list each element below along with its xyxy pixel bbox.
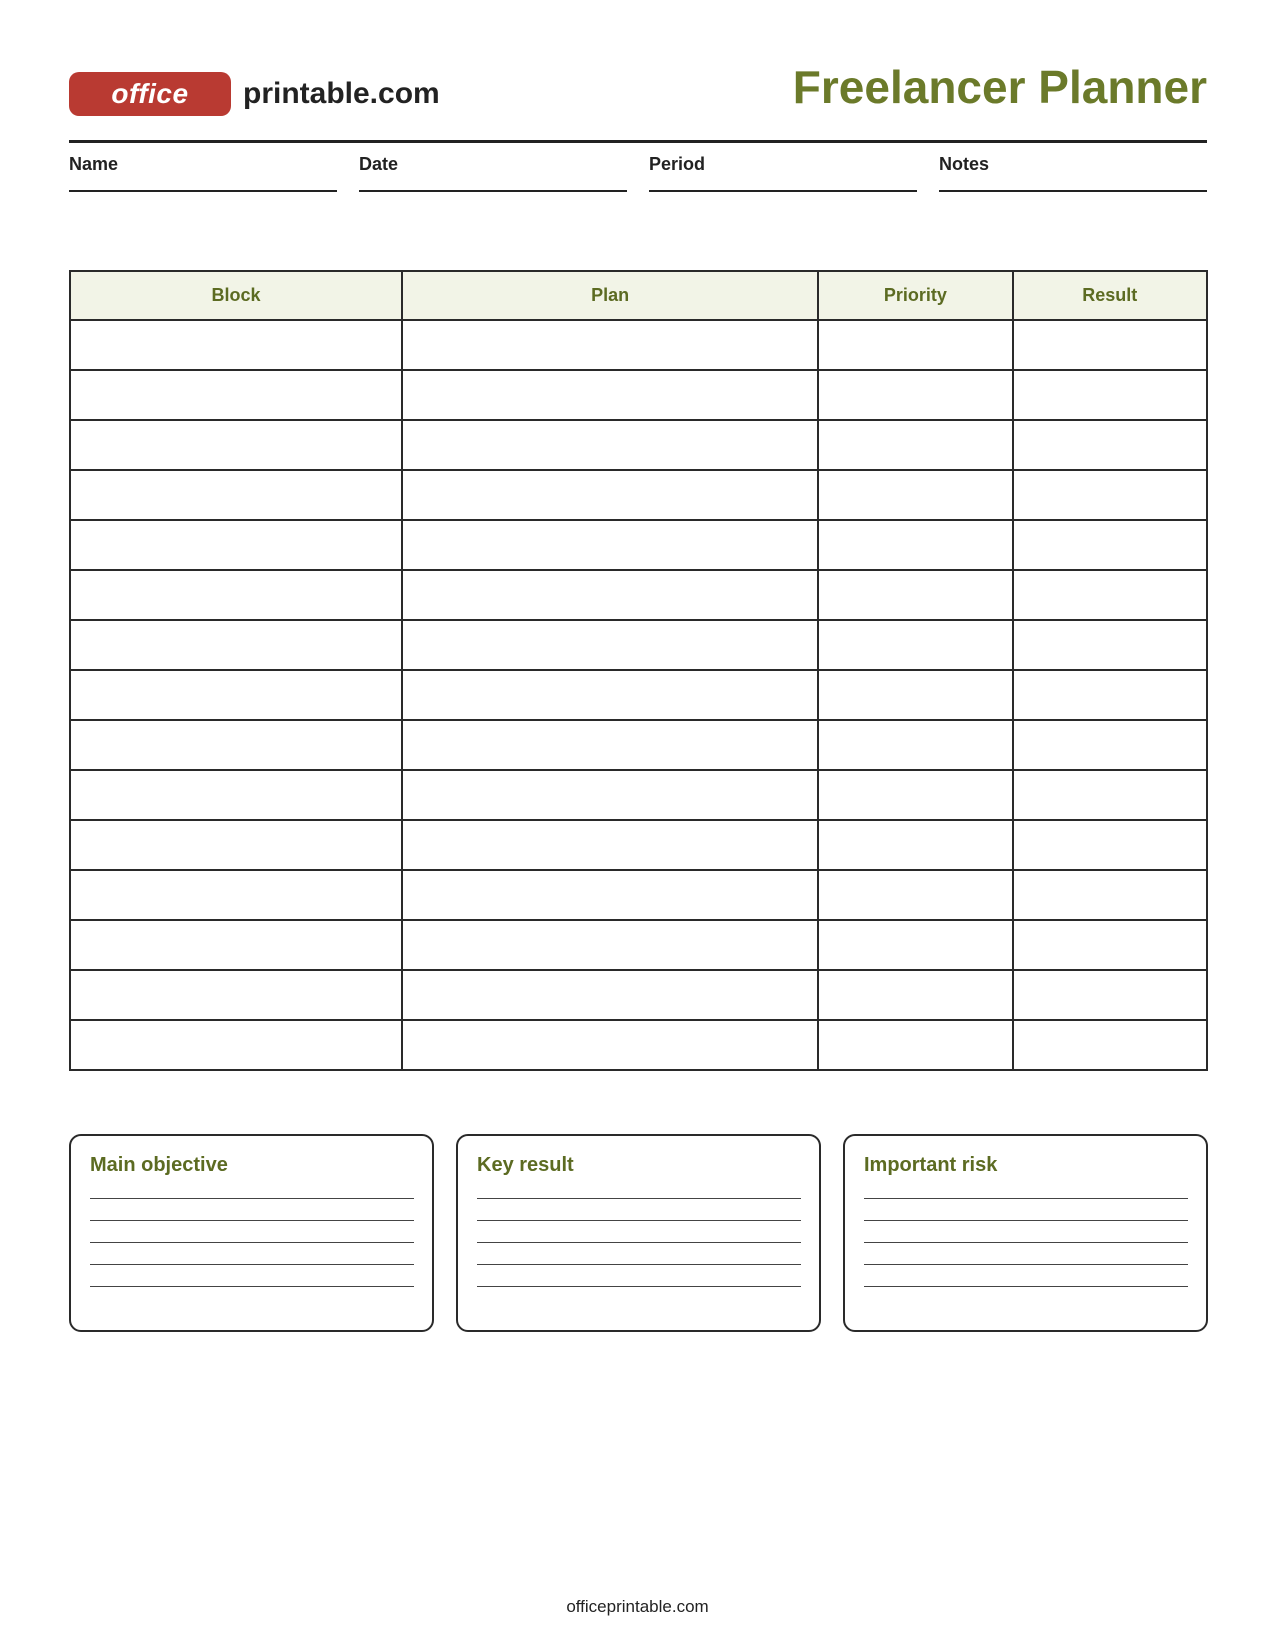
table-cell-result[interactable] bbox=[1013, 770, 1207, 820]
table-cell-plan[interactable] bbox=[402, 570, 818, 620]
writing-line[interactable] bbox=[90, 1198, 414, 1199]
table-cell-priority[interactable] bbox=[818, 420, 1012, 470]
table-cell-result[interactable] bbox=[1013, 570, 1207, 620]
summary-boxes bbox=[69, 1134, 1208, 1332]
table-row bbox=[70, 620, 1207, 670]
table-cell-plan[interactable] bbox=[402, 720, 818, 770]
table-cell-priority[interactable] bbox=[818, 570, 1012, 620]
planner-table bbox=[69, 270, 1208, 1071]
table-cell-result[interactable] bbox=[1013, 720, 1207, 770]
table-cell-block[interactable] bbox=[70, 520, 402, 570]
table-cell-block[interactable] bbox=[70, 570, 402, 620]
table-cell-priority[interactable] bbox=[818, 970, 1012, 1020]
table-cell-plan[interactable] bbox=[402, 320, 818, 370]
table-cell-result[interactable] bbox=[1013, 670, 1207, 720]
brand-logo bbox=[69, 72, 440, 116]
table-cell-plan[interactable] bbox=[402, 820, 818, 870]
table-cell-priority[interactable] bbox=[818, 370, 1012, 420]
table-cell-block[interactable] bbox=[70, 720, 402, 770]
table-row bbox=[70, 770, 1207, 820]
table-cell-result[interactable] bbox=[1013, 870, 1207, 920]
table-cell-plan[interactable] bbox=[402, 970, 818, 1020]
writing-line[interactable] bbox=[864, 1198, 1188, 1199]
table-cell-priority[interactable] bbox=[818, 670, 1012, 720]
name-field[interactable]: Name bbox=[69, 152, 337, 192]
header-divider bbox=[69, 140, 1207, 143]
table-cell-plan[interactable] bbox=[402, 520, 818, 570]
table-cell-plan[interactable] bbox=[402, 1020, 818, 1070]
table-cell-block[interactable] bbox=[70, 770, 402, 820]
table-cell-plan[interactable] bbox=[402, 620, 818, 670]
important-risk-box bbox=[843, 1134, 1208, 1332]
writing-line[interactable] bbox=[864, 1242, 1188, 1243]
writing-line[interactable] bbox=[864, 1220, 1188, 1221]
important-risk-title: Important risk bbox=[864, 1154, 998, 1176]
table-cell-result[interactable] bbox=[1013, 470, 1207, 520]
logo-badge: office bbox=[69, 72, 231, 116]
table-row bbox=[70, 670, 1207, 720]
writing-line[interactable] bbox=[90, 1264, 414, 1265]
table-row bbox=[70, 520, 1207, 570]
table-cell-result[interactable] bbox=[1013, 420, 1207, 470]
main-objective-title: Main objective bbox=[90, 1154, 228, 1176]
table-cell-plan[interactable] bbox=[402, 920, 818, 970]
table-cell-block[interactable] bbox=[70, 820, 402, 870]
table-row bbox=[70, 920, 1207, 970]
column-header-plan: Plan bbox=[402, 271, 818, 320]
table-row bbox=[70, 720, 1207, 770]
table-cell-result[interactable] bbox=[1013, 320, 1207, 370]
table-cell-priority[interactable] bbox=[818, 920, 1012, 970]
info-fields bbox=[69, 152, 1207, 192]
table-cell-block[interactable] bbox=[70, 920, 402, 970]
table-cell-priority[interactable] bbox=[818, 320, 1012, 370]
writing-line[interactable] bbox=[477, 1242, 801, 1243]
table-row bbox=[70, 570, 1207, 620]
table-row bbox=[70, 820, 1207, 870]
table-cell-block[interactable] bbox=[70, 320, 402, 370]
table-header-row bbox=[70, 271, 1207, 320]
notes-field[interactable]: Notes bbox=[939, 152, 1207, 192]
table-cell-result[interactable] bbox=[1013, 920, 1207, 970]
table-cell-block[interactable] bbox=[70, 420, 402, 470]
table-cell-block[interactable] bbox=[70, 670, 402, 720]
main-objective-box bbox=[69, 1134, 434, 1332]
writing-line[interactable] bbox=[864, 1264, 1188, 1265]
table-cell-plan[interactable] bbox=[402, 370, 818, 420]
table-row bbox=[70, 420, 1207, 470]
column-header-block: Block bbox=[70, 271, 402, 320]
key-result-box bbox=[456, 1134, 821, 1332]
writing-line[interactable] bbox=[477, 1264, 801, 1265]
table-cell-plan[interactable] bbox=[402, 770, 818, 820]
table-cell-plan[interactable] bbox=[402, 870, 818, 920]
period-field[interactable]: Period bbox=[649, 152, 917, 192]
table-cell-priority[interactable] bbox=[818, 520, 1012, 570]
table-cell-result[interactable] bbox=[1013, 1020, 1207, 1070]
column-header-priority: Priority bbox=[818, 271, 1012, 320]
table-cell-block[interactable] bbox=[70, 470, 402, 520]
table-row bbox=[70, 870, 1207, 920]
table-cell-block[interactable] bbox=[70, 970, 402, 1020]
table-cell-result[interactable] bbox=[1013, 370, 1207, 420]
date-field[interactable]: Date bbox=[359, 152, 627, 192]
table-row bbox=[70, 320, 1207, 370]
table-cell-result[interactable] bbox=[1013, 820, 1207, 870]
logo-text: printable.com bbox=[243, 77, 440, 110]
table-cell-plan[interactable] bbox=[402, 470, 818, 520]
table-cell-priority[interactable] bbox=[818, 620, 1012, 670]
writing-line[interactable] bbox=[477, 1220, 801, 1221]
table-cell-result[interactable] bbox=[1013, 620, 1207, 670]
table-cell-result[interactable] bbox=[1013, 970, 1207, 1020]
table-cell-plan[interactable] bbox=[402, 670, 818, 720]
column-header-result: Result bbox=[1013, 271, 1207, 320]
writing-line[interactable] bbox=[477, 1286, 801, 1287]
page-title: Freelancer Planner bbox=[792, 61, 1207, 113]
table-cell-plan[interactable] bbox=[402, 420, 818, 470]
table-body bbox=[70, 320, 1207, 1070]
table-cell-priority[interactable] bbox=[818, 720, 1012, 770]
table-cell-block[interactable] bbox=[70, 870, 402, 920]
table-cell-block[interactable] bbox=[70, 370, 402, 420]
writing-line[interactable] bbox=[477, 1198, 801, 1199]
table-row bbox=[70, 370, 1207, 420]
key-result-title: Key result bbox=[477, 1154, 574, 1176]
table-cell-priority[interactable] bbox=[818, 770, 1012, 820]
table-cell-priority[interactable] bbox=[818, 820, 1012, 870]
table-row bbox=[70, 970, 1207, 1020]
table-cell-block[interactable] bbox=[70, 620, 402, 670]
table-cell-block[interactable] bbox=[70, 1020, 402, 1070]
table-row bbox=[70, 1020, 1207, 1070]
footer-url: officeprintable.com bbox=[566, 1597, 709, 1616]
table-cell-result[interactable] bbox=[1013, 520, 1207, 570]
writing-line[interactable] bbox=[90, 1220, 414, 1221]
table-cell-priority[interactable] bbox=[818, 470, 1012, 520]
writing-line[interactable] bbox=[864, 1286, 1188, 1287]
table-cell-priority[interactable] bbox=[818, 1020, 1012, 1070]
table-row bbox=[70, 470, 1207, 520]
table-cell-priority[interactable] bbox=[818, 870, 1012, 920]
writing-line[interactable] bbox=[90, 1242, 414, 1243]
writing-line[interactable] bbox=[90, 1286, 414, 1287]
